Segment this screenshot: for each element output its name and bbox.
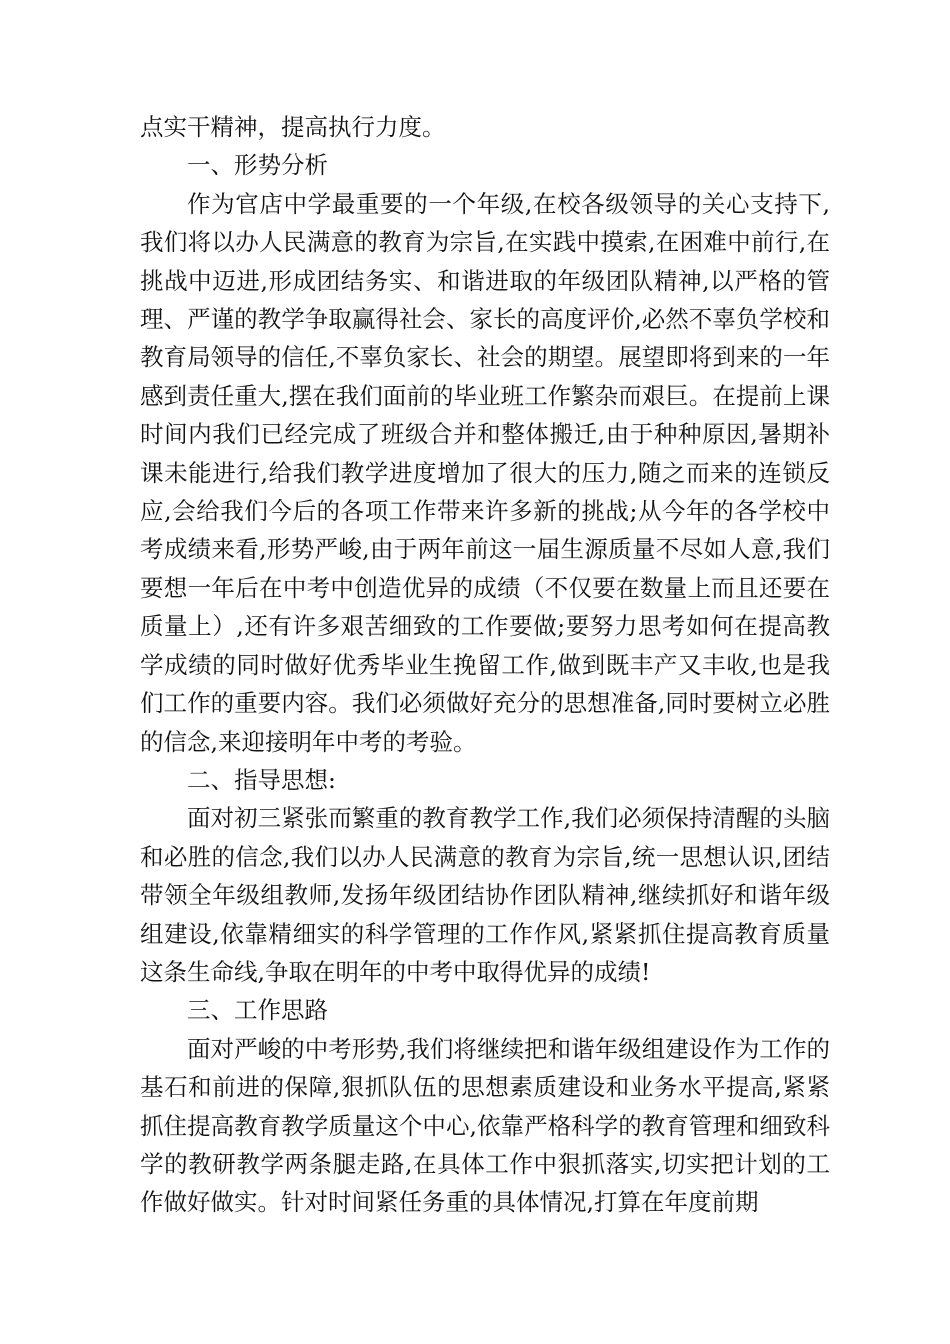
body-paragraph-situation: 作为官店中学最重要的一个年级,在校各级领导的关心支持下,我们将以办人民满意的教育为宗旨,在实践中摸索,在困难中前行,在挑战中迈进,形成团结务实、和谐进取的年级团队精神,以严格的管理、严谨的教学争取赢得社会、家长的高度评价,必然不辜负学校和教育局领导的信任,不辜负家长、社会的期望。展望即将到来的一年感到责任重大,摆在我们面前的毕业班工作繁杂而艰巨。在提前上课时间内我们已经完成了班级合并和整体搬迁,由于种种原因,暑期补课未能进行,给我们教学进度增加了很大的压力,随之而来的连锁反应,会给我们今后的各项工作带来许多新的挑战;从今年的各学校中考成绩来看,形势严峻,由于两年前这一届生源质量不尽如人意,我们要想一年后在中考中创造优异的成绩（不仅要在数量上而且还要在质量上）,还有许多艰苦细致的工作要做;要努力思考如何在提高教学成绩的同时做好优秀毕业生挽留工作,做到既丰产又丰收,也是我们工作的重要内容。我们必须做好充分的思想准备,同时要树立必胜的信念,来迎接明年中考的考验。 xyxy=(140,189,830,756)
section-heading-work-approach: 三、工作思路 xyxy=(187,996,328,1025)
body-paragraph-work-approach: 面对严峻的中考形势,我们将继续把和谐年级组建设作为工作的基石和前进的保障,狠抓队伍的思想素质建设和业务水平提高,紧紧抓住提高教育教学质量这个中心,依靠严格科学的教育管理和细致科学的教研教学两条腿走路,在具体工作中狠抓落实,切实把计划的工作做好做实。针对时间紧任务重的具体情况,打算在年度前期 xyxy=(140,1034,830,1217)
section-heading-situation-analysis: 一、形势分析 xyxy=(187,151,328,180)
section-heading-guiding-ideology: 二、指导思想: xyxy=(187,765,336,794)
document-page xyxy=(140,108,830,1222)
body-paragraph-guiding-ideology: 面对初三紧张而繁重的教育教学工作,我们必须保持清醒的头脑和必胜的信念,我们以办人民满意的教育为宗旨,统一思想认识,团结带领全年级组教师,发扬年级团结协作团队精神,继续抓好和谐年级组建设,依靠精细实的科学管理的工作作风,紧紧抓住提高教育质量这条生命线,争取在明年的中考中取得优异的成绩! xyxy=(140,804,830,986)
continuation-paragraph: 点实干精神，提高执行力度。 xyxy=(140,113,446,141)
